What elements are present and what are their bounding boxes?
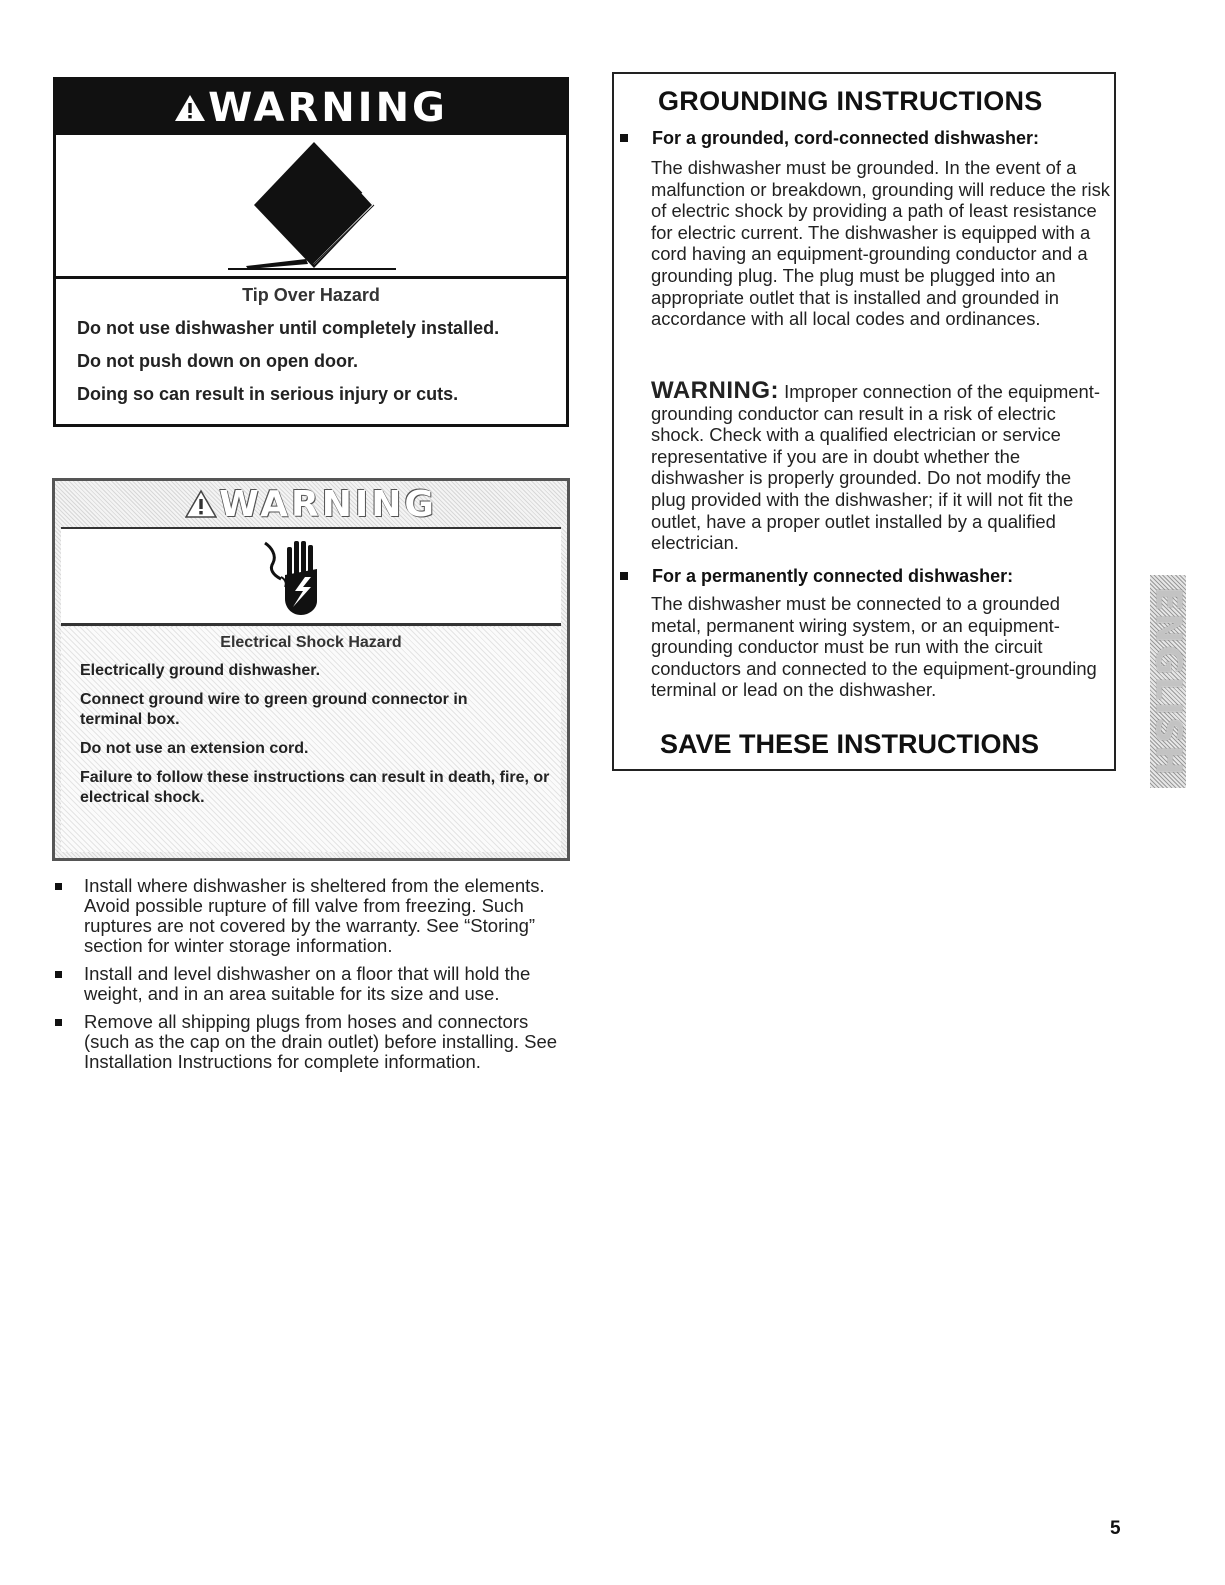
hazard-title: Electrical Shock Hazard [220,634,402,651]
bullet-square-icon [620,572,628,580]
list-item [55,876,575,956]
list-item-text: Install and level dishwasher on a floor that will hold the weight, and in an area suitable for its size and use. [84,963,531,1004]
warning-banner [56,80,566,135]
tip-over-warning-box [53,77,569,427]
list-item-text: Remove all shipping plugs from hoses and connectors (such as the cap on the drain outlet) before installing. See Installation Instructions for complete information. [84,1011,558,1072]
electrical-shock-text [61,627,561,852]
grounding-subheading-text: For a grounded, cord-connected dishwasher: [652,128,1040,148]
list-item-text: Install where dishwasher is sheltered from the elements. Avoid possible rupture of fill valve from freezing. Such ruptures are not covered by the warranty. See “Storing” section for winter storage information. [84,875,545,956]
grounding-title: GROUNDING INSTRUCTIONS [658,86,1043,116]
language-side-tab [1147,575,1189,788]
hazard-line: Do not push down on open door. [77,351,358,371]
warning-banner [55,481,567,527]
hazard-line: Connect ground wire to green ground connector in terminal box. [80,691,468,728]
list-item [55,964,575,1004]
bullet-square-icon [55,971,62,978]
hazard-title: Tip Over Hazard [242,285,380,305]
grounding-warning-paragraph [651,377,1111,554]
warning-banner-text: WARNING [219,483,437,525]
grounding-instructions-box [612,72,1116,771]
bullet-square-icon [55,1019,62,1026]
warning-triangle-icon [174,93,206,123]
tip-over-icon [56,135,566,279]
page-number: 5 [1110,1518,1121,1539]
grounding-warning-label: WARNING: [651,377,779,404]
hazard-line: Electrically ground dishwasher. [80,662,321,679]
grounding-subheading [652,128,1039,149]
hazard-line: Failure to follow these instructions can result in death, fire, or electrical shock. [80,769,550,806]
bullet-square-icon [620,134,628,142]
warning-triangle-icon [185,489,217,519]
language-side-tab-text: ENGLISH [1147,586,1189,777]
grounding-subheading-text: For a permanently connected dishwasher: [652,566,1014,586]
warning-banner-text: WARNING [208,84,448,131]
grounding-paragraph: The dishwasher must be connected to a grounded metal, permanent wiring system, or an equipment-grounding conductor must be run with the circuit conductors and connected to the equipment-grounding terminal or lead on the dishwasher. [651,593,1097,701]
hazard-line: Do not use an extension cord. [80,740,309,757]
hazard-line: Do not use dishwasher until completely installed. [77,318,500,338]
hazard-line: Doing so can result in serious injury or cuts. [77,384,459,404]
list-item [55,1012,575,1072]
bullet-square-icon [55,883,62,890]
grounding-warning-text: Improper connection of the equipment-grounding conductor can result in a risk of electric shock. Check with a qualified electrician or service representative if you are in doubt whether the dishwasher is properly grounded. Do not modify the plug provided with the dishwasher; if it will not fit the outlet, have a proper outlet installed by a qualified electrician. [651,381,1100,554]
electrical-shock-warning-box [52,478,570,861]
save-instructions-heading: SAVE THESE INSTRUCTIONS [660,729,1040,759]
electrical-shock-hand-icon [61,527,561,626]
installation-bullet-list [55,876,575,1080]
grounding-subheading [652,566,1013,587]
tip-over-text [56,279,566,424]
grounding-paragraph: The dishwasher must be grounded. In the event of a malfunction or breakdown, grounding will reduce the risk of electric shock by providing a path of least resistance for electric current. The dishwasher is equipped with a cord having an equipment-grounding conductor and a grounding plug. The plug must be plugged into an appropriate outlet that is installed and grounded in accordance with all local codes and ordinances. [651,157,1110,330]
